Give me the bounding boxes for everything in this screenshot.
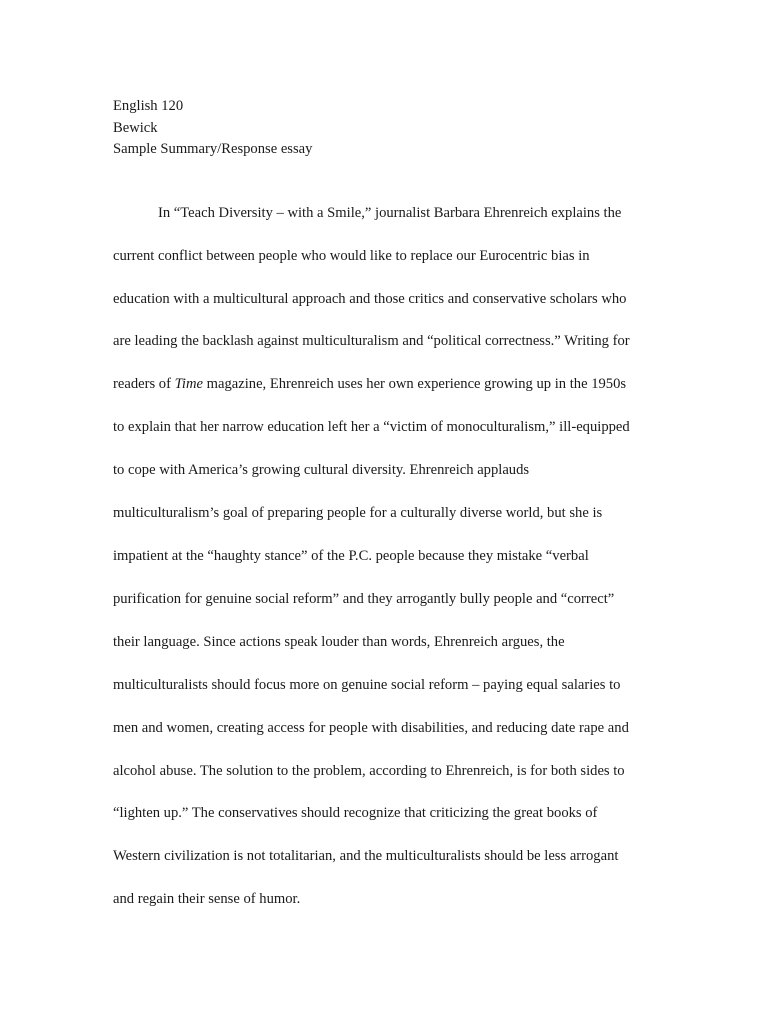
essay-line-11: their language. Since actions speak louder than words, Ehrenreich argues, the	[113, 634, 565, 650]
essay-line-16: Western civilization is not totalitarian, and the multiculturalists should be less arrogant	[113, 848, 619, 864]
essay-line-6: to explain that her narrow education left her a “victim of monoculturalism,” ill-equipped	[113, 419, 630, 435]
essay-line-5-end: magazine, Ehrenreich uses her own experience growing up in the 1950s	[202, 376, 627, 392]
essay-line-8: multiculturalism’s goal of preparing people for a culturally diverse world, but she is	[113, 505, 603, 521]
essay-line-10: purification for genuine social reform” and they arrogantly bully people and “correct”	[113, 591, 615, 607]
essay-line-15: “lighten up.” The conservatives should recognize that criticizing the great books of	[113, 805, 598, 821]
essay-line-14: alcohol abuse. The solution to the problem, according to Ehrenreich, is for both sides to	[113, 763, 625, 779]
essay-line-9: impatient at the “haughty stance” of the P.C. people because they mistake “verbal	[113, 548, 589, 564]
essay-line-13: men and women, creating access for people with disabilities, and reducing date rape and	[113, 720, 629, 736]
course-name: English 120	[113, 98, 184, 114]
essay-title: Sample Summary/Response essay	[113, 141, 313, 157]
essay-line-5-start: readers of	[113, 376, 175, 392]
essay-line-2: current conflict between people who would like to replace our Eurocentric bias in	[113, 248, 590, 264]
essay-heading	[113, 96, 312, 161]
essay-line-5	[113, 375, 626, 393]
essay-line-3: education with a multicultural approach and those critics and conservative scholars who	[113, 291, 627, 307]
essay-line-12: multiculturalists should focus more on genuine social reform – paying equal salaries to	[113, 677, 621, 693]
essay-line-1: In “Teach Diversity – with a Smile,” journalist Barbara Ehrenreich explains the	[158, 205, 622, 221]
essay-line-17: and regain their sense of humor.	[113, 891, 301, 907]
essay-line-4: are leading the backlash against multiculturalism and “political correctness.” Writing for	[113, 333, 630, 349]
magazine-title: Time	[174, 376, 203, 392]
essay-line-7: to cope with America’s growing cultural diversity. Ehrenreich applauds	[113, 462, 530, 478]
instructor-name: Bewick	[113, 119, 158, 136]
